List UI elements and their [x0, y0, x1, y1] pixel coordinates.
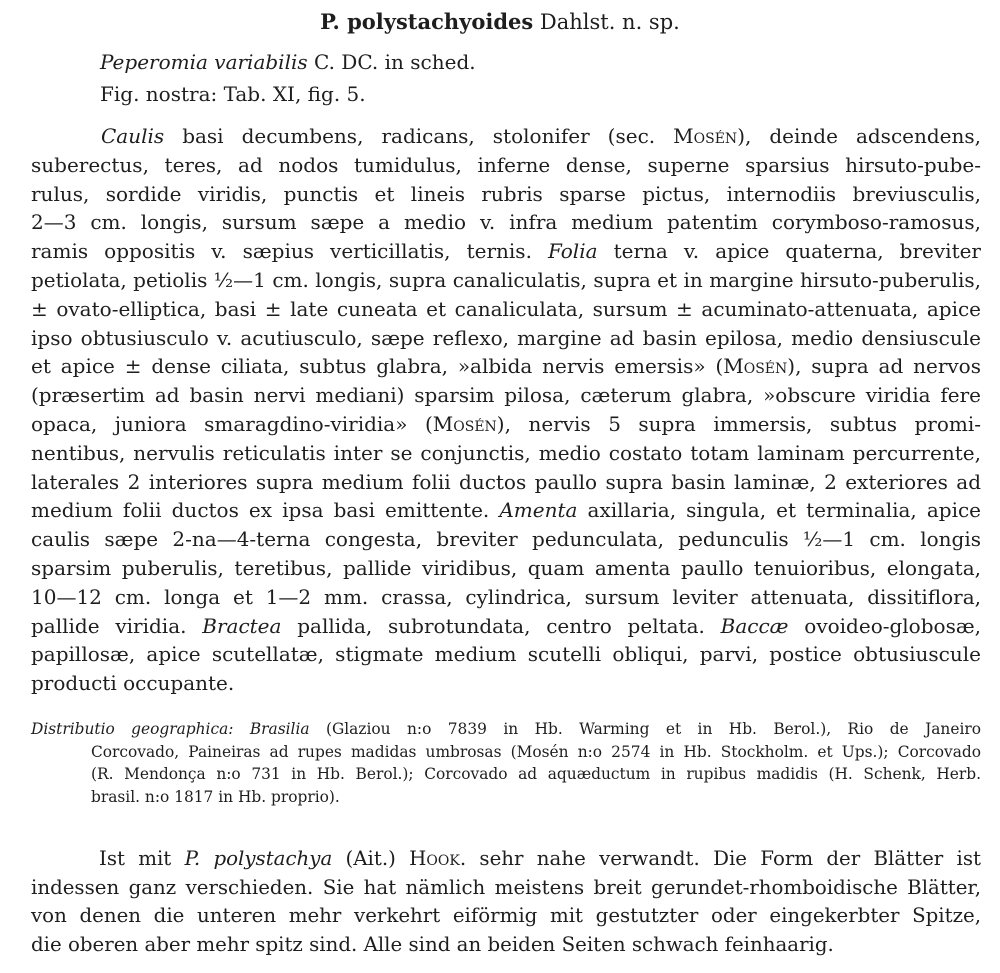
text-line: Caulis basi decumbens, radicans, stolonifer (sec. Mosén), deinde adscendens,: [101, 124, 981, 148]
text-line: die oberen aber mehr spitz sind. Alle sind an beiden Seiten schwach feinhaarig.: [31, 932, 834, 956]
text-line: papillosæ, apice scutellatæ, stigmate medium scutelli obliqui, parvi, postice obtusiuscule: [31, 642, 981, 667]
species-name: P. polystachyoides: [320, 9, 534, 34]
species-author: Dahlst. n. sp.: [533, 10, 680, 34]
text-line: 10—12 cm. longa et 1—2 mm. crassa, cylindrica, sursum leviter attenuata, dissitiflora,: [31, 584, 981, 609]
text-line: Corcovado, Paineiras ad rupes madidas umbrosas (Mosén n:o 2574 in Hb. Stockholm. et Ups.); Corcovado: [91, 742, 981, 761]
text-line: producti occupante.: [31, 671, 235, 696]
text-line: et apice ± dense ciliata, subtus glabra, »albida nervis emersis» (Mosén), supra ad nervos: [31, 354, 981, 379]
text-line: von denen die unteren mehr verkehrt eiförmig mit gestutzter oder eingekerbter Spitze,: [31, 904, 981, 927]
text-line: Ist mit P. polystachya (Ait.) Hook. sehr nahe verwandt. Die Form der Blätter ist: [99, 847, 981, 870]
text-line: (R. Mendonça n:o 731 in Hb. Berol.); Corcovado ad aquæductum in rupibus madidis (H. Schenk, Herb.: [91, 765, 981, 784]
text-line: 2—3 cm. longis, sursum sæpe a medio v. infra medium patentim corymboso-ramosus,: [31, 210, 981, 235]
synonym-source: C. DC. in sched.: [307, 50, 476, 74]
text-line: petiolata, petiolis ½—1 cm. longis, supra canaliculatis, supra et in margine hirsuto-puberulis,: [31, 267, 981, 292]
text-line: opaca, juniora smaragdino-viridia» (Mosén), nervis 5 supra immersis, subtus promi-: [31, 411, 981, 436]
text-line: (præsertim ad basin nervi mediani) sparsim pilosa, cæterum glabra, »obscure viridia fere: [31, 383, 981, 408]
synonym-line: [100, 48, 476, 76]
text-line: caulis sæpe 2-na—4-terna congesta, breviter pedunculata, pedunculis ½—1 cm. longis: [31, 527, 981, 552]
distribution-paragraph: [31, 718, 981, 809]
text-line: brasil. n:o 1817 in Hb. proprio).: [91, 788, 340, 807]
text-line: suberectus, teres, ad nodos tumidulus, inferne dense, superne sparsius hirsuto-pube-: [31, 152, 981, 177]
species-title: [0, 8, 1000, 36]
remark-paragraph: [31, 845, 981, 959]
description-paragraph: [31, 122, 981, 698]
text-line: sparsim puberulis, teretibus, pallide viridibus, quam amenta paullo tenuioribus, elongata,: [31, 555, 981, 580]
text-line: ipso obtusiusculo v. acutiusculo, sæpe reflexo, margine ad basin epilosa, medio densiuscule: [31, 325, 981, 350]
text-line: ± ovato-elliptica, basi ± late cuneata et canaliculata, sursum ± acuminato-attenuata, apice: [31, 296, 981, 321]
text-line: indessen ganz verschieden. Sie hat nämlich meistens breit gerundet-rhomboidische Blätter,: [31, 875, 981, 899]
figure-reference: Fig. nostra: Tab. XI, fig. 5.: [100, 82, 366, 106]
text-line: nentibus, nervulis reticulatis inter se conjunctis, medio costato totam laminam percurrente,: [31, 440, 981, 465]
text-line: ramis oppositis v. sæpius verticillatis, ternis. Folia terna v. apice quaterna, breviter: [31, 239, 981, 264]
text-line: pallide viridia. Bractea pallida, subrotundata, centro peltata. Baccæ ovoideo-globosæ,: [31, 613, 981, 638]
synonym-name: Peperomia variabilis: [100, 50, 308, 74]
text-line: rulus, sordide viridis, punctis et lineis rubris sparse pictus, internodiis breviusculis,: [31, 181, 981, 206]
text-line: Distributio geographica: Brasilia (Glaziou n:o 7839 in Hb. Warming et in Hb. Berol.), Rio de Janeiro: [31, 720, 981, 738]
text-line: laterales 2 interiores supra medium folii ductos paullo supra basin laminæ, 2 exteriores ad: [31, 469, 981, 494]
text-line: medium folii ductos ex ipsa basi emittente. Amenta axillaria, singula, et terminalia, apice: [31, 498, 981, 523]
